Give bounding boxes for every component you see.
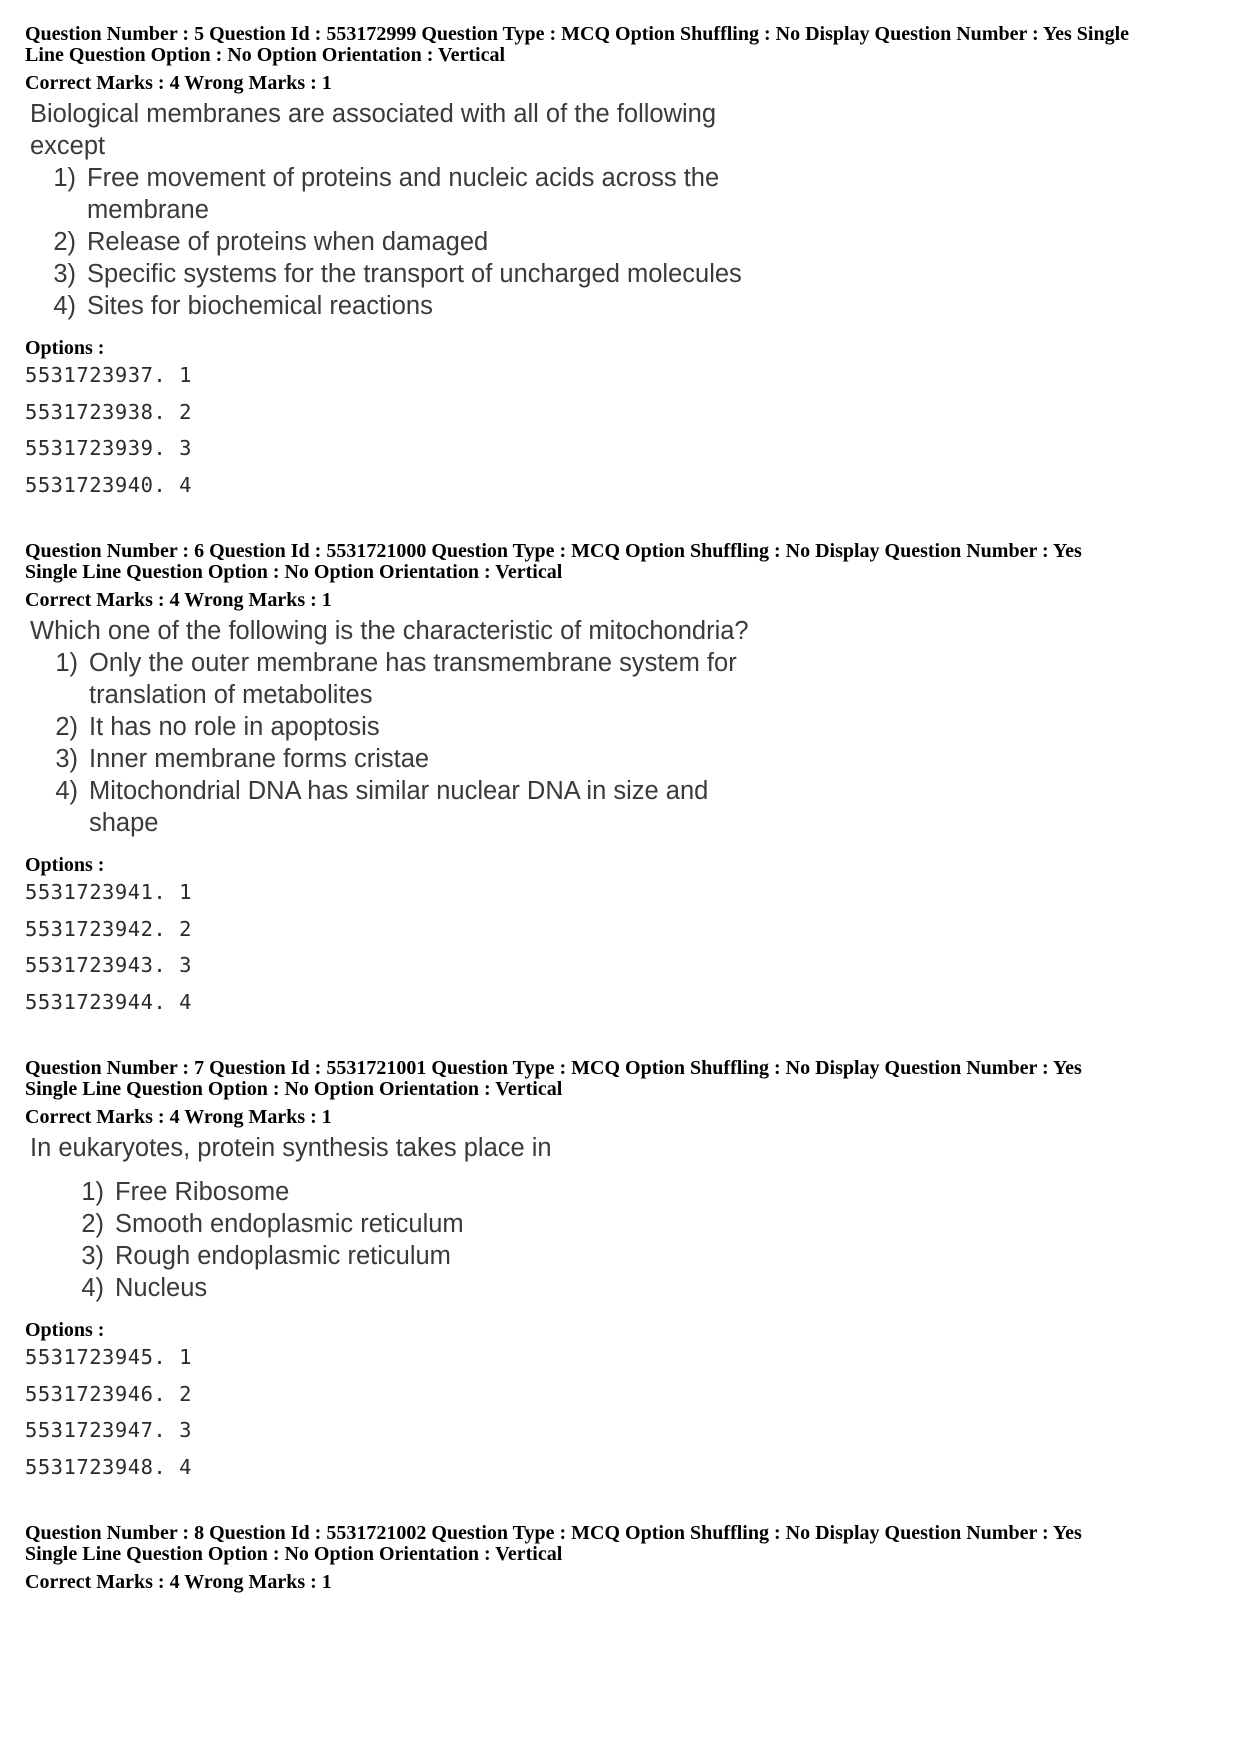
choice-number: 2)	[53, 228, 76, 256]
question-meta	[25, 1058, 1220, 1100]
question-meta-line1: Question Number : 5 Question Id : 553172999 Question Type : MCQ Option Shuffling : No Display Question Number : Yes Single	[25, 23, 1130, 45]
choice-item	[40, 743, 1220, 775]
choice-list	[66, 1176, 1220, 1304]
question-block-5	[25, 24, 1220, 497]
question-marks: Correct Marks : 4 Wrong Marks : 1	[25, 589, 332, 611]
choice-number: 4)	[81, 1274, 104, 1302]
choice-item	[38, 290, 1220, 322]
question-marks: Correct Marks : 4 Wrong Marks : 1	[25, 72, 332, 94]
question-meta-line1: Question Number : 6 Question Id : 5531721000 Question Type : MCQ Option Shuffling : No Display Question Number : Yes	[25, 540, 1082, 562]
choice-number: 3)	[55, 745, 78, 773]
option-id: 5531723945. 1	[25, 1345, 192, 1369]
choice-text: Sites for biochemical reactions	[87, 292, 433, 320]
options-label: Options :	[25, 1319, 105, 1341]
choice-number: 3)	[81, 1242, 104, 1270]
choice-number: 1)	[53, 164, 76, 192]
question-meta-line2: Single Line Question Option : No Option Orientation : Vertical	[25, 1543, 563, 1565]
choice-text: Specific systems for the transport of uncharged molecules	[87, 260, 742, 288]
option-id: 5531723943. 3	[25, 953, 192, 977]
question-text: Which one of the following is the characteristic of mitochondria?	[30, 617, 749, 645]
choice-item	[66, 1208, 1220, 1240]
question-meta	[25, 1523, 1220, 1565]
option-id: 5531723946. 2	[25, 1381, 192, 1406]
question-meta	[25, 541, 1220, 583]
choice-number: 2)	[55, 713, 78, 741]
question-marks: Correct Marks : 4 Wrong Marks : 1	[25, 1571, 332, 1593]
question-marks: Correct Marks : 4 Wrong Marks : 1	[25, 1106, 332, 1128]
option-id: 5531723944. 4	[25, 989, 192, 1014]
choice-item	[38, 258, 1220, 290]
choice-item	[40, 711, 1220, 743]
choice-text: Inner membrane forms cristae	[89, 745, 430, 773]
choice-text: Free movement of proteins and nucleic acids across the membrane	[87, 164, 720, 224]
choice-text: Smooth endoplasmic reticulum	[115, 1210, 464, 1238]
question-meta-line2: Line Question Option : No Option Orientation : Vertical	[25, 44, 506, 66]
option-id: 5531723947. 3	[25, 1418, 192, 1442]
choice-number: 2)	[81, 1210, 104, 1238]
choice-item	[40, 775, 1220, 839]
choice-item	[66, 1176, 1220, 1208]
option-id: 5531723942. 2	[25, 916, 192, 941]
question-meta	[25, 24, 1220, 66]
question-block-8	[25, 1523, 1220, 1593]
choice-list	[38, 162, 1220, 322]
question-meta-line1: Question Number : 8 Question Id : 5531721002 Question Type : MCQ Option Shuffling : No Display Question Number : Yes	[25, 1522, 1082, 1544]
question-image	[25, 615, 1220, 839]
question-image	[25, 1132, 1220, 1304]
option-id: 5531723948. 4	[25, 1454, 192, 1479]
document-page	[25, 24, 1220, 1593]
question-image	[25, 98, 1220, 322]
choice-text: Release of proteins when damaged	[87, 228, 489, 256]
question-text: Biological membranes are associated with all of the following except	[30, 100, 717, 160]
choice-item	[38, 226, 1220, 258]
option-id: 5531723940. 4	[25, 472, 192, 497]
question-block-7	[25, 1058, 1220, 1479]
choice-text: Only the outer membrane has transmembrane system for translation of metabolites	[89, 649, 737, 709]
choice-number: 1)	[55, 649, 78, 677]
option-id: 5531723939. 3	[25, 436, 192, 460]
options-label: Options :	[25, 337, 105, 359]
question-meta-line1: Question Number : 7 Question Id : 5531721001 Question Type : MCQ Option Shuffling : No Display Question Number : Yes	[25, 1057, 1082, 1079]
choice-number: 1)	[81, 1178, 104, 1206]
choice-text: Rough endoplasmic reticulum	[115, 1242, 451, 1270]
choice-text: Free Ribosome	[115, 1178, 290, 1206]
choice-number: 4)	[53, 292, 76, 320]
choice-item	[38, 162, 1220, 226]
question-text: In eukaryotes, protein synthesis takes place in	[30, 1134, 552, 1162]
choice-number: 3)	[53, 260, 76, 288]
choice-item	[40, 647, 1220, 711]
choice-text: Nucleus	[115, 1274, 208, 1302]
question-meta-line2: Single Line Question Option : No Option Orientation : Vertical	[25, 1078, 563, 1100]
option-id: 5531723937. 1	[25, 363, 192, 387]
question-meta-line2: Single Line Question Option : No Option Orientation : Vertical	[25, 561, 563, 583]
option-id: 5531723938. 2	[25, 399, 192, 424]
choice-number: 4)	[55, 777, 78, 805]
question-block-6	[25, 541, 1220, 1014]
choice-list	[40, 647, 1220, 839]
choice-text: It has no role in apoptosis	[89, 713, 380, 741]
choice-item	[66, 1240, 1220, 1272]
option-id: 5531723941. 1	[25, 880, 192, 904]
options-label: Options :	[25, 854, 105, 876]
choice-text: Mitochondrial DNA has similar nuclear DNA in size and shape	[89, 777, 709, 837]
choice-item	[66, 1272, 1220, 1304]
